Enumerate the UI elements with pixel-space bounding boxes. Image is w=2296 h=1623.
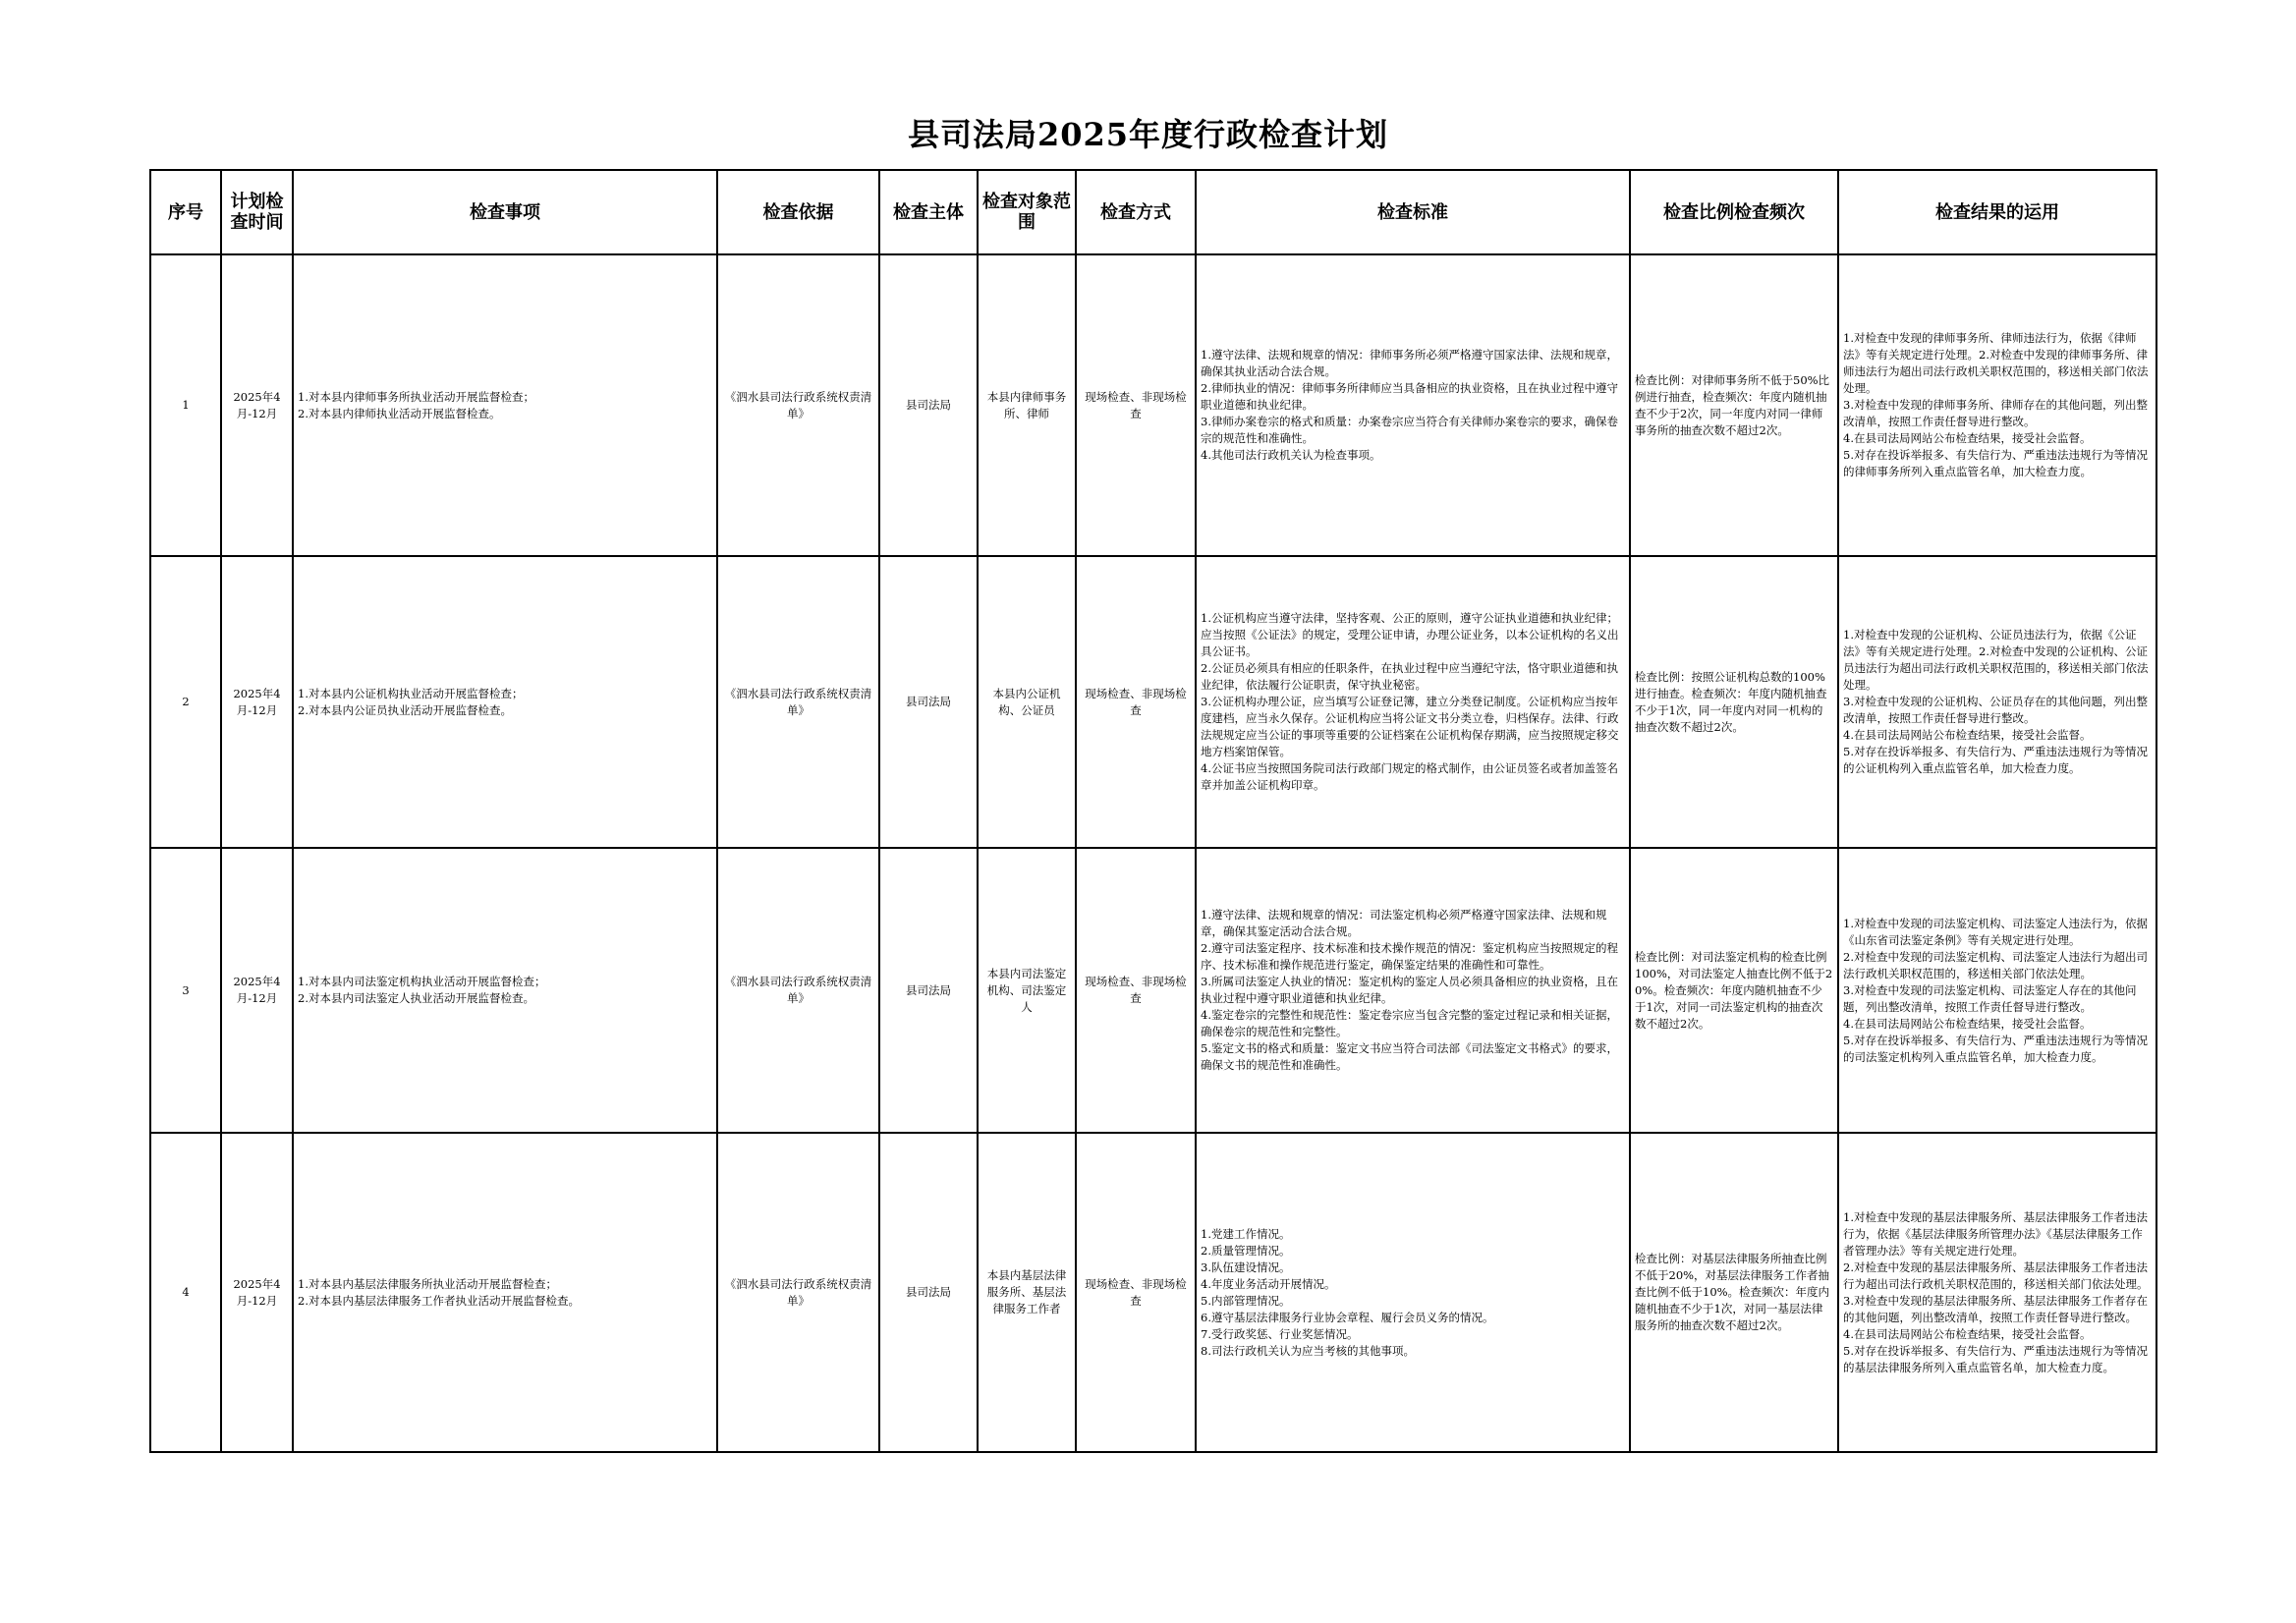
row-items: 1.对本县内律师事务所执业活动开展监督检查； 2.对本县内律师执业活动开展监督检查。 [293, 254, 717, 556]
row-ratio: 检查比例：对司法鉴定机构的检查比例100%，对司法鉴定人抽查比例不低于20%。检查频次：年度内随机抽查不少于1次，对同一司法鉴定机构的抽查次数不超过2次。 [1630, 848, 1838, 1133]
page-title: 县司法局2025年度行政检查计划 [907, 116, 1389, 153]
row-basis: 《泗水县司法行政系统权责清单》 [717, 556, 879, 848]
row-scope: 本县内司法鉴定机构、司法鉴定人 [978, 848, 1076, 1133]
row-method: 现场检查、非现场检查 [1076, 848, 1196, 1133]
row-standard: 1.党建工作情况。 2.质量管理情况。 3.队伍建设情况。 4.年度业务活动开展情况。 5.内部管理情况。 6.遵守基层法律服务行业协会章程、履行会员义务的情况。 7.受行政奖惩、行业奖惩情况。 8.司法行政机关认为应当考核的其他事项。 [1196, 1133, 1630, 1452]
row-index: 1 [150, 254, 221, 556]
row-scope: 本县内律师事务所、律师 [978, 254, 1076, 556]
row-scope: 本县内公证机构、公证员 [978, 556, 1076, 848]
row-index: 4 [150, 1133, 221, 1452]
row-standard: 1.遵守法律、法规和规章的情况：司法鉴定机构必须严格遵守国家法律、法规和规章，确保其鉴定活动合法合规。 2.遵守司法鉴定程序、技术标准和技术操作规范的情况：鉴定机构应当按照规定的程序、技术标准和操作规范进行鉴定，确保鉴定结果的准确性和可靠性。 3.所属司法鉴定人执业的情况：鉴定机构的鉴定人员必须具备相应的执业资格，且在执业过程中遵守职业道德和执业纪律。 4.鉴定卷宗的完整性和规范性：鉴定卷宗应当包含完整的鉴定过程记录和相关证据，确保卷宗的规范性和完整性。 5.鉴定文书的格式和质量：鉴定文书应当符合司法部《司法鉴定文书格式》的要求，确保文书的规范性和准确性。 [1196, 848, 1630, 1133]
header-ratio: 检查比例检查频次 [1630, 170, 1838, 254]
row-items: 1.对本县内公证机构执业活动开展监督检查； 2.对本县内公证员执业活动开展监督检查。 [293, 556, 717, 848]
header-standard: 检查标准 [1196, 170, 1630, 254]
row-basis: 《泗水县司法行政系统权责清单》 [717, 1133, 879, 1452]
row-standard: 1.遵守法律、法规和规章的情况：律师事务所必须严格遵守国家法律、法规和规章，确保其执业活动合法合规。 2.律师执业的情况：律师事务所律师应当具备相应的执业资格，且在执业过程中遵守职业道德和执业纪律。 3.律师办案卷宗的格式和质量：办案卷宗应当符合有关律师办案卷宗的要求，确保卷宗的规范性和准确性。 4.其他司法行政机关认为检查事项。 [1196, 254, 1630, 556]
header-time: 计划检查时间 [221, 170, 293, 254]
row-standard: 1.公证机构应当遵守法律，坚持客观、公正的原则，遵守公证执业道德和执业纪律；应当按照《公证法》的规定，受理公证申请，办理公证业务，以本公证机构的名义出具公证书。 2.公证员必须具有相应的任职条件，在执业过程中应当遵纪守法，恪守职业道德和执业纪律，依法履行公证职责，保守执业秘密。 3.公证机构办理公证，应当填写公证登记簿，建立分类登记制度。公证机构应当按年度建档，应当永久保存。公证机构应当将公证文书分类立卷，归档保存。法律、行政法规规定应当公证的事项等重要的公证档案在公证机构保存期满，应当按照规定移交地方档案馆保管。 4.公证书应当按照国务院司法行政部门规定的格式制作，由公证员签名或者加盖签名章并加盖公证机构印章。 [1196, 556, 1630, 848]
table-row [150, 848, 2156, 1133]
row-use: 1.对检查中发现的基层法律服务所、基层法律服务工作者违法行为，依据《基层法律服务所管理办法》《基层法律服务工作者管理办法》等有关规定进行处理。 2.对检查中发现的基层法律服务所、基层法律服务工作者违法行为超出司法行政机关职权范围的，移送相关部门依法处理。 3.对检查中发现的基层法律服务所、基层法律服务工作者存在的其他问题，列出整改清单，按照工作责任督导进行整改。 4.在县司法局网站公布检查结果，接受社会监督。 5.对存在投诉举报多、有失信行为、严重违法违规行为等情况的基层法律服务所列入重点监管名单，加大检查力度。 [1838, 1133, 2156, 1452]
row-items: 1.对本县内基层法律服务所执业活动开展监督检查； 2.对本县内基层法律服务工作者执业活动开展监督检查。 [293, 1133, 717, 1452]
table-row [150, 254, 2156, 556]
row-basis: 《泗水县司法行政系统权责清单》 [717, 848, 879, 1133]
row-index: 3 [150, 848, 221, 1133]
row-use: 1.对检查中发现的律师事务所、律师违法行为，依据《律师法》等有关规定进行处理。2.对检查中发现的律师事务所、律师违法行为超出司法行政机关职权范围的，移送相关部门依法处理。 3.对检查中发现的律师事务所、律师存在的其他问题，列出整改清单，按照工作责任督导进行整改。 4.在县司法局网站公布检查结果，接受社会监督。 5.对存在投诉举报多、有失信行为、严重违法违规行为等情况的律师事务所列入重点监管名单，加大检查力度。 [1838, 254, 2156, 556]
row-method: 现场检查、非现场检查 [1076, 556, 1196, 848]
row-method: 现场检查、非现场检查 [1076, 254, 1196, 556]
row-time: 2025年4月-12月 [221, 556, 293, 848]
row-subject: 县司法局 [879, 556, 978, 848]
row-time: 2025年4月-12月 [221, 254, 293, 556]
table-row [150, 1133, 2156, 1452]
header-index: 序号 [150, 170, 221, 254]
header-basis: 检查依据 [717, 170, 879, 254]
row-subject: 县司法局 [879, 1133, 978, 1452]
row-method: 现场检查、非现场检查 [1076, 1133, 1196, 1452]
row-use: 1.对检查中发现的司法鉴定机构、司法鉴定人违法行为，依据《山东省司法鉴定条例》等有关规定进行处理。 2.对检查中发现的司法鉴定机构、司法鉴定人违法行为超出司法行政机关职权范围的，移送相关部门依法处理。 3.对检查中发现的司法鉴定机构、司法鉴定人存在的其他问题，列出整改清单，按照工作责任督导进行整改。 4.在县司法局网站公布检查结果，接受社会监督。 5.对存在投诉举报多、有失信行为、严重违法违规行为等情况的司法鉴定机构列入重点监管名单，加大检查力度。 [1838, 848, 2156, 1133]
row-subject: 县司法局 [879, 254, 978, 556]
header-method: 检查方式 [1076, 170, 1196, 254]
header-scope: 检查对象范围 [978, 170, 1076, 254]
header-items: 检查事项 [293, 170, 717, 254]
row-scope: 本县内基层法律服务所、基层法律服务工作者 [978, 1133, 1076, 1452]
inspection-plan-table [149, 169, 2157, 1453]
table-row [150, 556, 2156, 848]
row-index: 2 [150, 556, 221, 848]
header-subject: 检查主体 [879, 170, 978, 254]
row-ratio: 检查比例：对律师事务所不低于50%比例进行抽查，检查频次：年度内随机抽查不少于2次，同一年度内对同一律师事务所的抽查次数不超过2次。 [1630, 254, 1838, 556]
row-time: 2025年4月-12月 [221, 1133, 293, 1452]
row-ratio: 检查比例：按照公证机构总数的100%进行抽查。检查频次：年度内随机抽查不少于1次，同一年度内对同一机构的抽查次数不超过2次。 [1630, 556, 1838, 848]
row-ratio: 检查比例：对基层法律服务所抽查比例不低于20%，对基层法律服务工作者抽查比例不低于10%。检查频次：年度内随机抽查不少于1次，对同一基层法律服务所的抽查次数不超过2次。 [1630, 1133, 1838, 1452]
row-items: 1.对本县内司法鉴定机构执业活动开展监督检查； 2.对本县内司法鉴定人执业活动开展监督检查。 [293, 848, 717, 1133]
row-basis: 《泗水县司法行政系统权责清单》 [717, 254, 879, 556]
table-header-row [150, 170, 2156, 254]
row-use: 1.对检查中发现的公证机构、公证员违法行为，依据《公证法》等有关规定进行处理。2.对检查中发现的公证机构、公证员违法行为超出司法行政机关职权范围的，移送相关部门依法处理。 3.对检查中发现的公证机构、公证员存在的其他问题，列出整改清单，按照工作责任督导进行整改。 4.在县司法局网站公布检查结果，接受社会监督。 5.对存在投诉举报多、有失信行为、严重违法违规行为等情况的公证机构列入重点监管名单，加大检查力度。 [1838, 556, 2156, 848]
row-subject: 县司法局 [879, 848, 978, 1133]
row-time: 2025年4月-12月 [221, 848, 293, 1133]
header-use: 检查结果的运用 [1838, 170, 2156, 254]
